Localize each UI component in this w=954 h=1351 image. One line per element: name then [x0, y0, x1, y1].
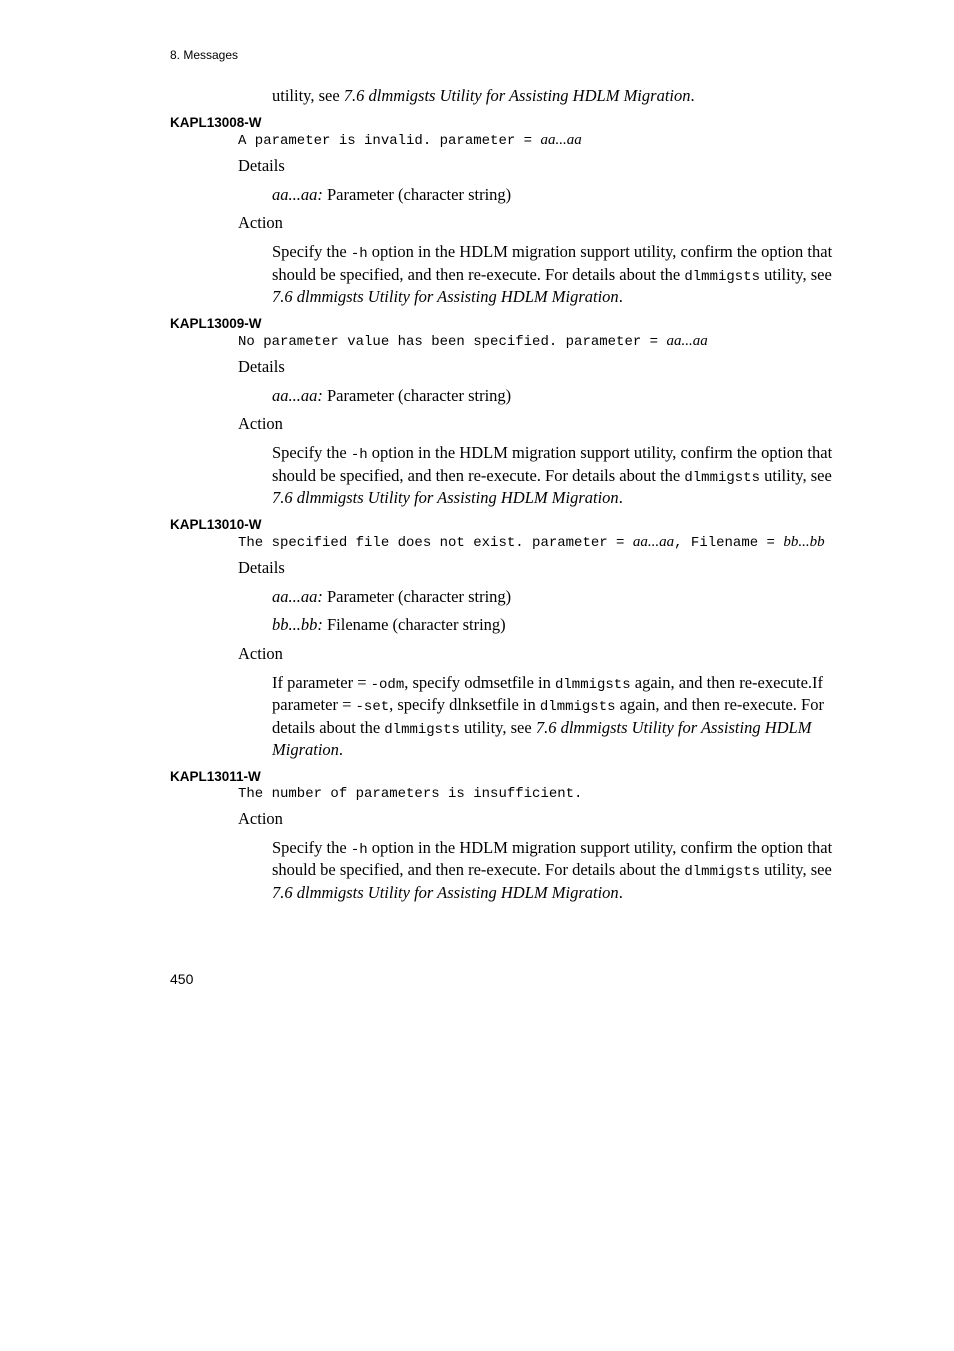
action-label: Action: [238, 213, 283, 232]
text: again, and then re-execute.If parameter =: [272, 672, 824, 714]
variable: aa...aa:: [272, 184, 323, 204]
text: option in the HDLM migration support utility, confirm the option that should be specified, and then re-execute. For details about the: [272, 443, 833, 485]
details-item: [272, 587, 840, 607]
code: dlmmigsts: [539, 699, 616, 715]
message-text: [238, 533, 840, 552]
cross-reference: 7.6 dlmmigsts Utility for Assisting HDLM Migration: [272, 287, 619, 306]
text: utility, see: [760, 465, 832, 485]
text: utility, see: [760, 264, 832, 284]
code: -odm: [370, 676, 405, 693]
code: dlmmigsts: [684, 469, 760, 486]
text: , specify dlnksetfile in: [389, 695, 540, 714]
variable: aa...aa:: [272, 586, 323, 606]
text: A parameter is invalid. parameter =: [238, 132, 541, 149]
text: Parameter (character string): [322, 385, 512, 405]
code: -h: [350, 246, 368, 262]
message-text: The number of parameters is insufficient.: [238, 785, 583, 802]
text: .: [690, 86, 695, 105]
action-paragraph: [272, 443, 840, 508]
code: dlmmigsts: [555, 676, 631, 693]
action-label: Action: [238, 808, 283, 828]
text: .: [618, 882, 623, 902]
cross-reference: 7.6 dlmmigsts Utility for Assisting HDLM Migration: [343, 86, 691, 105]
text: If parameter =: [272, 672, 371, 692]
text: .: [338, 740, 344, 759]
page-content: [170, 86, 840, 911]
message-id: KAPL13011-W: [170, 768, 261, 784]
details-item: [272, 386, 840, 406]
cross-reference: 7.6 dlmmigsts Utility for Assisting HDLM Migration: [272, 882, 619, 902]
code: -set: [355, 699, 390, 715]
cross-reference: 7.6 dlmmigsts Utility for Assisting HDLM Migration: [272, 717, 812, 759]
message-text: [238, 332, 840, 351]
variable: bb...bb:: [272, 615, 323, 634]
text: The specified file does not exist. parameter =: [238, 534, 633, 551]
message-text: [238, 131, 840, 150]
running-header: 8. Messages: [170, 48, 239, 62]
action-label: Action: [238, 643, 283, 663]
code: -h: [350, 447, 368, 463]
variable: aa...aa:: [272, 385, 323, 405]
code: dlmmigsts: [684, 268, 760, 285]
text: No parameter value has been specified. parameter =: [238, 333, 667, 350]
action-paragraph: [272, 242, 840, 307]
variable: bb...bb: [783, 533, 825, 550]
text: Parameter (character string): [322, 184, 512, 204]
variable: aa...aa: [632, 533, 675, 550]
continuation-paragraph: [272, 86, 840, 106]
details-item: [272, 615, 840, 635]
text: , Filename =: [674, 534, 784, 551]
text: .: [618, 488, 623, 507]
details-label: Details: [238, 557, 285, 577]
text: Specify the: [272, 443, 351, 462]
text: utility, see: [459, 717, 536, 737]
message-id: KAPL13008-W: [170, 114, 262, 130]
variable: aa...aa: [540, 131, 582, 148]
cross-reference: 7.6 dlmmigsts Utility for Assisting HDLM Migration: [272, 488, 619, 507]
action-paragraph: [272, 673, 840, 760]
text: again, and then re-execute. For details about the: [272, 695, 824, 737]
page-number: 450: [170, 971, 194, 987]
text: .: [618, 287, 623, 306]
text: Filename (character string): [322, 615, 506, 634]
text: utility, see: [272, 86, 344, 105]
code: dlmmigsts: [384, 721, 460, 738]
text: Specify the: [272, 837, 351, 857]
text: option in the HDLM migration support utility, confirm the option that should be specified, and then re-execute. For details about the: [272, 837, 833, 879]
details-item: [272, 185, 840, 205]
message-id: KAPL13009-W: [170, 315, 262, 331]
message-id: KAPL13010-W: [170, 516, 262, 532]
details-label: Details: [238, 356, 285, 376]
code: dlmmigsts: [684, 864, 760, 880]
text: utility, see: [760, 860, 832, 879]
variable: aa...aa: [666, 332, 708, 349]
text: Specify the: [272, 242, 351, 261]
action-paragraph: [272, 838, 840, 903]
text: , specify odmsetfile in: [404, 672, 555, 692]
text: option in the HDLM migration support utility, confirm the option that should be specified, and then re-execute. For details about the: [272, 242, 833, 284]
details-label: Details: [238, 155, 285, 175]
action-label: Action: [238, 414, 283, 433]
text: Parameter (character string): [322, 586, 512, 606]
code: -h: [350, 841, 368, 858]
